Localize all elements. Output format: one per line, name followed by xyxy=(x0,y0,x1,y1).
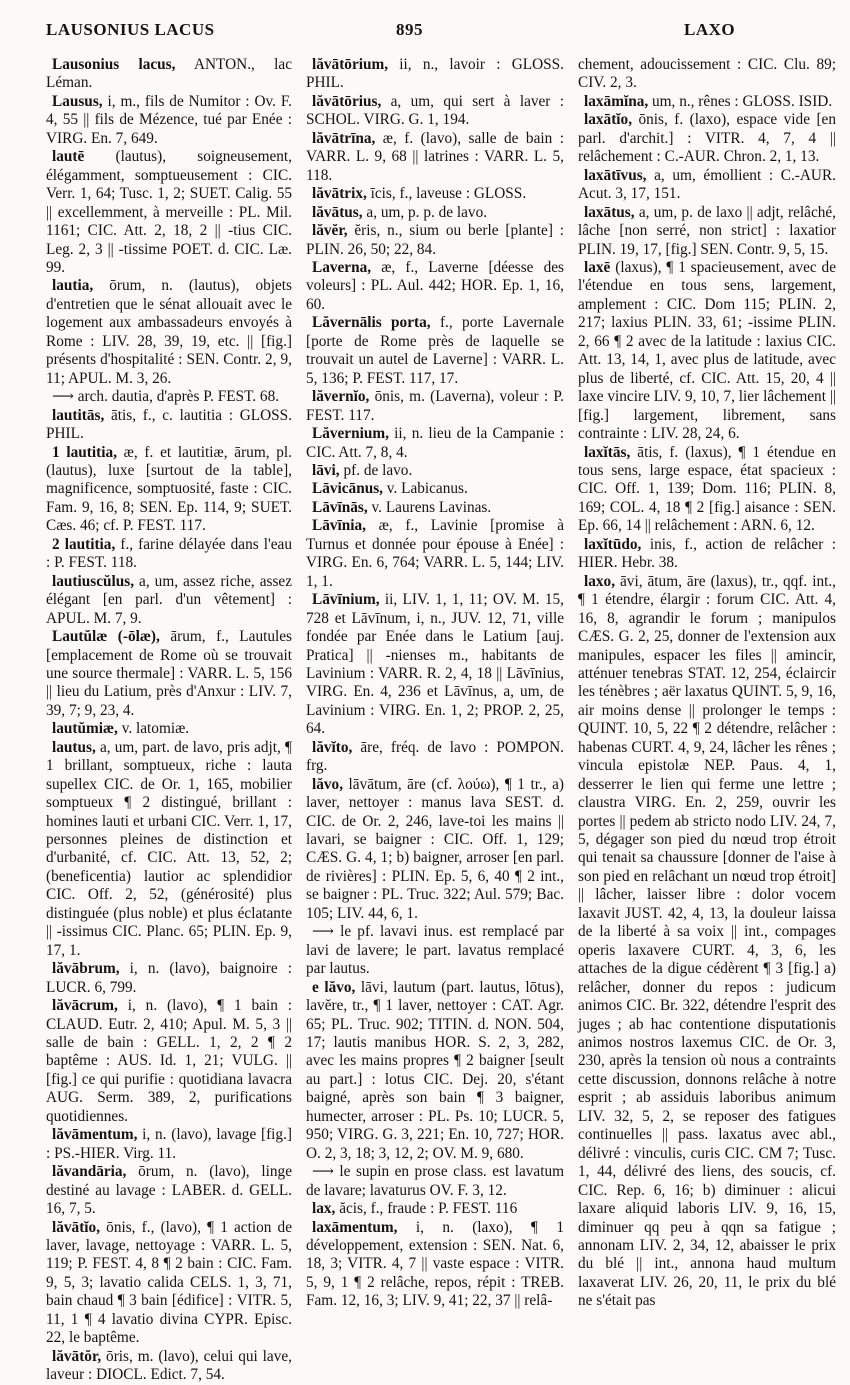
dictionary-entry xyxy=(306,56,564,93)
dictionary-entry xyxy=(46,444,292,536)
entry-headword: lautŭmiæ, xyxy=(52,720,118,738)
dictionary-entry xyxy=(306,739,564,776)
entry-body: (lautus), soigneusement, élégamment, somptueusement : CIC. Verr. 1, 64; Tusc. 1, 2; SUET. Calig. 55 || excellemment, à merveille : PL. Mil. 1161; CIC. Att. 2, 18, 2 || -tius CIC. Leg. 2, 3 || -tissime POET. d. CIC. Læ. 99. xyxy=(46,148,292,276)
dictionary-entry xyxy=(306,222,564,259)
dictionary-entry xyxy=(578,167,836,204)
dictionary-column-3 xyxy=(578,56,836,1356)
dictionary-entry xyxy=(46,277,292,388)
entry-headword: lautiuscŭlus, xyxy=(52,572,135,590)
entry-headword: laxātus, xyxy=(584,203,635,221)
dictionary-entry xyxy=(306,130,564,185)
dictionary-entry xyxy=(306,259,564,314)
dictionary-entry xyxy=(46,628,292,720)
dictionary-entry xyxy=(578,536,836,573)
entry-headword: lăvĕr, xyxy=(312,222,348,240)
entry-body: ii, n., lavoir : GLOSS. PHIL. xyxy=(306,56,564,92)
dictionary-entry xyxy=(46,407,292,444)
entry-body: f., porte Lavernale [porte de Rome près de laquelle se trouvait un autel de Laverne] : VARR. L. 5, 136; P. FEST. 117, 17. xyxy=(306,314,564,387)
entry-body: v. latomiæ. xyxy=(117,720,190,738)
entry-body: ātis, f., c. lautitia : GLOSS. PHIL. xyxy=(46,406,292,443)
dictionary-entry xyxy=(306,314,564,388)
entry-body: v. Labicanus. xyxy=(382,480,468,498)
entry-body: ăcis, f., fraude : P. FEST. 116 xyxy=(335,1200,518,1218)
entry-body: ii, n. lieu de la Campanie : CIC. Att. 7, 8, 4. xyxy=(306,425,564,461)
dictionary-entry xyxy=(46,739,292,960)
entry-headword: laxĭtūdo, xyxy=(584,535,642,553)
entry-headword: Lausonius lacus, xyxy=(52,56,176,73)
entry-body: pf. de lavo. xyxy=(339,461,413,479)
entry-body: a, um, assez riche, assez élégant [en parl. d'un vêtement] : APUL. M. 7, 9. xyxy=(46,572,292,627)
entry-body: ōnis, m. (Laverna), voleur : P. FEST. 117. xyxy=(306,388,564,424)
entry-headword: lautia, xyxy=(52,277,94,295)
entry-body: chement, adoucissement : CIC. Clu. 89; CIV. 2, 3. xyxy=(578,56,836,92)
dictionary-entry xyxy=(46,997,292,1126)
entry-headword: lăvātōrius, xyxy=(312,92,382,110)
entry-body: a, um, p. de laxo || adjt, relâché, lâche [non serré, non strict] : laxatior PLIN. 19, 17, [fig.] SEN. Contr. 9, 5, 15. xyxy=(578,203,836,258)
dictionary-entry xyxy=(46,93,292,148)
dictionary-entry xyxy=(578,93,836,111)
entry-headword: lautitās, xyxy=(52,406,105,424)
entry-body: ārum, f., Lautules [emplacement de Rome où se trouvait une source thermale] : VARR. L. 5, 156 || lieu du Latium, près d'Anxur : LIV. 7, 39, 7; 9, 23, 4. xyxy=(46,628,292,719)
dictionary-entry xyxy=(306,425,564,462)
dictionary-entry xyxy=(306,1219,564,1311)
dictionary-entry xyxy=(306,979,564,1164)
dictionary-entry xyxy=(46,1163,292,1218)
dictionary-entry xyxy=(46,148,292,277)
entry-body: ōnis, f. (laxo), espace vide [en parl. d'archit.] : VITR. 4, 7, 4 || relâchement : C.-AUR. Chron. 2, 1, 13. xyxy=(578,111,836,166)
dictionary-column-1 xyxy=(46,56,292,1384)
entry-body: i, n. (lavo), lavage [fig.] : PS.-HIER. Virg. 11. xyxy=(46,1126,292,1162)
entry-headword: lăvātus, xyxy=(312,203,363,221)
entry-headword: lăvātrix, xyxy=(312,185,367,203)
entry-body: ⟶ le supin en prose class. est lavatum de lavare; lavaturus OV. F. 3, 12. xyxy=(306,1163,564,1199)
entry-body: ōrum, n. (lautus), objets d'entretien que le sénat allouait avec le logement aux ambassadeurs envoyés à Rome : LIV. 28, 39, 19, etc. || [fig.] présents d'hospitalité : SEN. Contr. 2, 9, 11; APUL. M. 3, 26. xyxy=(46,277,292,387)
entry-body: ĕris, n., sium ou berle [plante] : PLIN. 26, 50; 22, 84. xyxy=(306,222,564,258)
entry-headword: Lausus, xyxy=(52,92,103,110)
entry-body: æ, f. (lavo), salle de bain : VARR. L. 9, 68 || latrines : VARR. L. 5, 118. xyxy=(306,129,564,184)
header-left-guideword: LAUSONIUS LACUS xyxy=(46,20,215,39)
entry-headword: Lāvicānus, xyxy=(312,480,383,498)
dictionary-entry xyxy=(306,1200,564,1218)
dictionary-entry xyxy=(46,573,292,628)
entry-headword: Lăvernium, xyxy=(312,425,389,443)
dictionary-entry xyxy=(46,1348,292,1385)
running-header xyxy=(0,20,850,46)
entry-body: i, n. (lavo), ¶ 1 bain : CLAUD. Eutr. 2, 410; Apul. M. 5, 3 || salle de bain : GELL. 1, 2, 2 ¶ 2 baptême : AUS. Id. 1, 21; VULG. || [fig.] ce qui purifie : quotidiana lavacra AUG. Serm. 389, 2, purifications quotidiennes. xyxy=(46,997,292,1125)
entry-body: f., farine délayée dans l'eau : P. FEST. 118. xyxy=(46,535,292,572)
entry-body: ⟶ le pf. lavavi inus. est remplacé par lavi de lavere; le part. lavatus remplacé par lautus. xyxy=(306,923,564,978)
entry-headword: Lāvīnium, xyxy=(312,591,380,609)
dictionary-entry xyxy=(578,573,836,1311)
dictionary-entry xyxy=(46,536,292,573)
entry-headword: 2 lautitia, xyxy=(52,535,116,553)
entry-body: i, n. (laxo), ¶ 1 développement, extension : SEN. Nat. 6, 18, 3; VITR. 4, 7 || vaste espace : VITR. 5, 9, 1 ¶ 2 relâche, repos, répit : TREB. Fam. 12, 16, 3; LIV. 9, 41; 22, 37 || relâ- xyxy=(306,1218,564,1310)
entry-headword: 1 lautitia, xyxy=(52,443,117,461)
entry-headword: laxātĭo, xyxy=(584,111,633,129)
dictionary-entry xyxy=(46,1219,292,1348)
dictionary-entry xyxy=(306,185,564,203)
entry-headword: Lautŭlæ (-ōlæ), xyxy=(52,628,160,646)
dictionary-entry xyxy=(46,388,292,406)
entry-headword: laxāmentum, xyxy=(312,1218,398,1236)
dictionary-entry xyxy=(306,388,564,425)
entry-headword: laxātīvus, xyxy=(584,166,647,184)
entry-body: æ, f., Lavinie [promise à Turnus et donnée pour épouse à Enée] : VIRG. En. 6, 764; VARR. L. 5, 144; LIV. 1, 1. xyxy=(306,517,564,590)
entry-headword: Lāvīnia, xyxy=(312,517,366,535)
entry-headword: lăvandāria, xyxy=(52,1163,127,1181)
entry-body: ii, LIV. 1, 1, 11; OV. M. 15, 728 et Lāvīnum, i, n., JUV. 12, 71, ville fondée par Enée dans le Latium [auj. Pratica] || -nienses m., habitants de Lavinium : VARR. R. 2, 4, 18 || Lāvīnius, VIRG. En. 4, 236 et Lāvīnus, a, um, de Lavinium : VIRG. En. 1, 2; PROP. 2, 25, 64. xyxy=(306,591,564,738)
entry-body: æ, f., Laverne [déesse des voleurs] : PL. Aul. 442; HOR. Ep. 1, 16, 60. xyxy=(306,258,564,313)
entry-headword: Lāvīnās, xyxy=(312,498,368,516)
dictionary-entry xyxy=(578,56,836,93)
entry-body: ōnis, f., (lavo), ¶ 1 action de laver, lavage, nettoyage : VARR. L. 5, 119; P. FEST. 4, 8 ¶ 2 bain : CIC. Fam. 9, 5, 3; lavatio calida CELS. 1, 3, 71, bain chaud ¶ 3 bain [édifice] : VITR. 5, 11, 1 ¶ 4 lavatio divina CYPR. Episc. 22, le baptême. xyxy=(46,1218,292,1347)
entry-body: ōris, m. (lavo), celui qui lave, laveur : DIOCL. Edict. 7, 54. xyxy=(46,1347,292,1384)
entry-headword: lax, xyxy=(312,1200,336,1218)
dictionary-entry xyxy=(306,591,564,739)
entry-body: ātis, f. (laxus), ¶ 1 étendue en tous sens, large espace, état spacieux : CIC. Off. 1, 139; Dom. 116; PLIN. 8, 169; COL. 4, 18 ¶ 2 [fig.] aisance : SEN. Ep. 66, 14 || relâchement : ARN. 6, 12. xyxy=(578,443,836,535)
entry-body: i, n. (lavo), baignoire : LUCR. 6, 799. xyxy=(46,960,292,996)
entry-headword: lāvi, xyxy=(312,461,340,479)
entry-body: lāvātum, āre (cf. λούω), ¶ 1 tr., a) laver, nettoyer : manus lava SEST. d. CIC. de Or. 2, 246, lave-toi les mains || lavari, se baigner : CIC. Off. 1, 129; CÆS. G. 4, 1; b) baigner, arroser [en parl. de rivières] : PLIN. Ep. 5, 6, 40 ¶ 2 int., se baigner : PL. Truc. 322; Aul. 579; Bac. 105; LIV. 44, 6, 1. xyxy=(306,775,564,922)
dictionary-entry xyxy=(46,56,292,93)
entry-body: īcis, f., laveuse : GLOSS. xyxy=(366,185,527,203)
entry-body: ANTON., lac Léman. xyxy=(46,56,292,92)
dictionary-entry xyxy=(578,204,836,259)
entry-headword: lăvācrum, xyxy=(52,997,118,1015)
dictionary-entry xyxy=(306,204,564,222)
entry-headword: lăvĭto, xyxy=(312,738,353,756)
entry-body: āre, fréq. de lavo : POMPON. frg. xyxy=(306,738,564,775)
entry-headword: laxĭtās, xyxy=(584,443,631,461)
entry-headword: Lăvernālis porta, xyxy=(312,314,431,332)
entry-body: um, n., rênes : GLOSS. ISID. xyxy=(648,92,833,110)
dictionary-column-2 xyxy=(306,56,564,1356)
entry-headword: lautē xyxy=(52,148,85,166)
entry-headword: lăvātŏr, xyxy=(52,1347,102,1365)
dictionary-entry xyxy=(306,499,564,517)
entry-headword: lăvāmentum, xyxy=(52,1126,138,1144)
dictionary-entry xyxy=(578,111,836,166)
dictionary-entry xyxy=(578,444,836,536)
entry-headword: lăvernĭo, xyxy=(312,388,370,406)
entry-headword: lăvātĭo, xyxy=(52,1218,101,1236)
entry-body: lāvi, lautum (part. lautus, lōtus), lavĕre, tr., ¶ 1 laver, nettoyer : CAT. Agr. 65; PL. Truc. 902; TITIN. d. NON. 504, 17; lautis manibus HOR. S. 2, 3, 282, avec les mains propres ¶ 2 baigner [seult au part.] : lotus CIC. Dej. 20, s'étant baigné, après son bain ¶ 3 baigner, humecter, arroser : PL. Ps. 10; LUCR. 5, 950; VIRG. G. 3, 221; En. 10, 727; HOR. O. 2, 3, 18; 3, 12, 2; OV. M. 9, 680. xyxy=(306,978,564,1162)
dictionary-entry xyxy=(306,480,564,498)
dictionary-entry xyxy=(306,93,564,130)
dictionary-entry xyxy=(306,923,564,978)
dictionary-entry xyxy=(306,776,564,924)
dictionary-entry xyxy=(306,462,564,480)
entry-headword: Laverna, xyxy=(312,258,372,276)
dictionary-entry xyxy=(46,1126,292,1163)
entry-body: v. Laurens Lavinas. xyxy=(367,498,492,516)
entry-body: ⟶ arch. dautia, d'après P. FEST. 68. xyxy=(52,388,280,406)
entry-body: i, m., fils de Numitor : Ov. F. 4, 55 || fils de Mézence, tué par Enée : VIRG. En. 7, 649. xyxy=(46,92,292,147)
entry-body: æ, f. et lautitiæ, ārum, pl. (lautus), luxe [surtout de la table], magnificence, somptuosité, faste : CIC. Fam. 9, 16, 8; SEN. Ep. 114, 9; SUET. Cæs. 46; cf. P. FEST. 117. xyxy=(46,443,292,535)
entry-body: inis, f., action de relâcher : HIER. Hebr. 38. xyxy=(578,535,836,572)
dictionary-entry xyxy=(306,517,564,591)
entry-headword: lăvo, xyxy=(312,775,344,793)
entry-headword: laxē xyxy=(584,258,611,276)
entry-body: ōrum, n. (lavo), linge destiné au lavage : LABER. d. GELL. 16, 7, 5. xyxy=(46,1163,292,1218)
entry-headword: lautus, xyxy=(52,738,96,756)
header-right-guideword: LAXO xyxy=(684,20,736,39)
entry-body: (laxus), ¶ 1 spacieusement, avec de l'étendue en tous sens, largement, amplement : CIC. Dom 115; PLIN. 2, 217; laxius PLIN. 33, 61; -issime PLIN. 2, 66 ¶ 2 avec de la latitude : laxius CIC. Att. 13, 14, 1, avec plus de latitude, avec plus de liberté, cf. CIC. Att. 15, 20, 4 || laxe vincire LIV. 9, 10, 7, lier lâchement || [fig.] largement, librement, sans contrainte : LIV. 28, 24, 6. xyxy=(578,258,836,443)
entry-body: āvi, ātum, āre (laxus), tr., qqf. int., ¶ 1 étendre, élargir : forum CIC. Att. 4, 16, 8, agrandir le forum ; manipulos CÆS. G. 2, 25, donner de l'extension aux manipules, espacer les files || amincir, atténuer tenebras STAT. 12, 254, éclaircir les ténèbres ; aër laxatus QUINT. 5, 9, 16, air moins dense || prolonger le temps : QUINT. 10, 5, 22 ¶ 2 détendre, relâcher : habenas CURT. 4, 9, 24, lâcher les rênes ; vincula epistolæ NEP. Paus. 4, 1, desserrer le lien qui ferme une lettre ; claustra VIRG. En. 2, 259, ouvrir les portes || pedem ab stricto nodo LIV. 24, 7, 5, dégager son pied du nœud trop étroit qui tenait sa chaussure [donner de l'aise à son pied en relâchant un nœud trop étroit] || lâcher, laisser libre : dolor vocem laxavit JUST. 42, 4, 13, la douleur laissa de la liberté à sa voix || int., compages operis laxavere CURT. 4, 3, 6, les attaches de la digue cédèrent ¶ 3 [fig.] a) relâcher, donner du repos : judicum animos CIC. Br. 322, détendre l'esprit des juges ; ab hac contentione disputationis animos nostros laxemus CIC. de Or. 3, 230, après la tension où nous a contraints cette discussion, donnons relâche à notre esprit ; ab assiduis laboribus animum LIV. 32, 5, 2, se reposer des fatigues continuelles || pass. laxatus avec abl., délivré : vinculis, curis CIC. CM 7; Tusc. 1, 44, délivré des liens, des soucis, cf. CIC. Rep. 6, 16; b) diminuer : alicui laxare aliquid laboris LIV. 9, 16, 15, diminuer qq peu à qqn sa fatigue ; annonam LIV. 2, 34, 12, abaisser le prix du blé || int., annona haud multum laxaverat LIV. 26, 20, 11, le prix du blé ne s'était pas xyxy=(578,572,836,1310)
entry-headword: lăvābrum, xyxy=(52,960,120,978)
dictionary-entry xyxy=(306,1163,564,1200)
dictionary-entry xyxy=(46,720,292,738)
entry-body: a, um, émollient : C.-AUR. Acut. 3, 17, 151. xyxy=(578,166,836,203)
page-number: 895 xyxy=(396,20,423,39)
dictionary-entry xyxy=(578,259,836,444)
entry-body: a, um, part. de lavo, pris adjt, ¶ 1 brillant, somptueux, riche : lauta supellex CIC. de Or. 1, 165, mobilier somptueux ¶ 2 distingué, brillant : homines lauti et urbani CIC. Verr. 1, 17, personnes pleines de distinction et d'urbanité, cf. CIC. Att. 13, 52, 2; (beneficentia) lautior ac splendidior CIC. Off. 2, 52, (générosité) plus distinguée (plus noble) et plus éclatante || -issimus CIC. Planc. 65; PLIN. Ep. 9, 17, 1. xyxy=(46,738,292,959)
entry-body: a, um, p. p. de lavo. xyxy=(362,203,488,221)
entry-headword: laxo, xyxy=(584,572,616,590)
entry-headword: laxāmĭna, xyxy=(584,92,649,110)
dictionary-entry xyxy=(46,960,292,997)
entry-headword: lăvātōrium, xyxy=(312,56,389,73)
entry-body: a, um, qui sert à laver : SCHOL. VIRG. G. 1, 194. xyxy=(306,92,564,129)
entry-headword: lăvātrīna, xyxy=(312,129,376,147)
entry-headword: e lăvo, xyxy=(312,978,356,996)
